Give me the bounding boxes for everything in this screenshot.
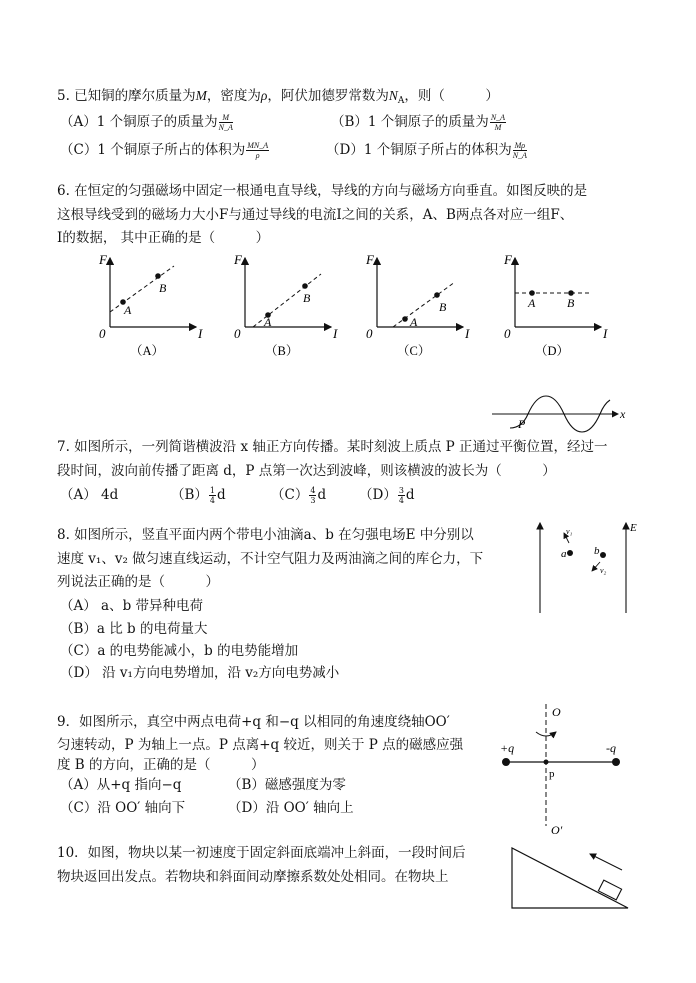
point-b xyxy=(568,290,574,296)
q8-option-b[interactable]: （B）a 比 b 的电荷量大 xyxy=(60,621,208,637)
q9-stem-line3: 度 B 的方向，正确的是（ ） xyxy=(57,757,265,773)
droplet-a xyxy=(567,550,573,556)
graph-caption: （D） xyxy=(535,344,570,358)
q6-stem-line1: 6. 在恒定的匀强磁场中固定一根通电直导线，导线的方向与磁场方向垂直。如图反映的是 xyxy=(57,183,588,199)
q6-stem-line2: 这根导线受到的磁场力大小F与通过导线的电流I之间的关系，A、B两点各对应一组F、 xyxy=(57,207,574,223)
point-a xyxy=(402,316,408,322)
q9-option-a[interactable]: （A）从+q 指向−q xyxy=(60,777,182,793)
q6-stem-line3: I的数据， 其中正确的是（ ） xyxy=(57,230,270,246)
origin-label: 0 xyxy=(234,326,241,341)
q8-stem-line1: 8. 如图所示，竖直平面内两个带电小油滴a、b 在匀强电场E 中分别以 xyxy=(57,527,474,543)
q6-graph-b[interactable] xyxy=(231,252,351,362)
y-label: F xyxy=(234,252,242,267)
q7-option-d[interactable]: （D） $\frac{3}{4}$ d xyxy=(359,486,415,505)
axis-o-label: O xyxy=(552,705,561,719)
q5-option-c[interactable]: （C）1 个铜原子所占的体积为 $\frac{MN\_A}{\rho}$ xyxy=(60,141,269,160)
q9-stem-line1: 9．如图所示，真空中两点电荷+q 和−q 以相同的角速度绕轴OO′ xyxy=(57,714,450,730)
x-label: x xyxy=(620,407,626,421)
point-b-label: B xyxy=(439,300,447,314)
x-label: I xyxy=(603,326,608,341)
minus-q-label: -q xyxy=(606,741,616,755)
q5-stem: 5. 已知铜的摩尔质量为M，密度为ρ，阿伏加德罗常数为$N_A$，则（ ） xyxy=(57,88,499,106)
x-label: I xyxy=(198,326,203,341)
point-a-label: A xyxy=(124,303,132,317)
q6-graph-d[interactable] xyxy=(501,252,621,362)
q10-stem-line1: 10．如图，物块以某一初速度于固定斜面底端冲上斜面，一段时间后 xyxy=(57,845,466,861)
point-a-label: A xyxy=(264,315,272,329)
q5-option-b[interactable]: （B）1 个铜原子的质量为 $\frac{N\_A}{M}$ xyxy=(331,113,506,132)
point-b-label: B xyxy=(567,296,575,310)
droplet-b-label: b xyxy=(594,545,600,557)
origin-label: 0 xyxy=(366,326,373,341)
q5-option-a[interactable]: （A）1 个铜原子的质量为 $\frac{M}{N\_A}$ xyxy=(60,113,233,132)
q7-option-a[interactable]: （A） 4d xyxy=(60,487,119,503)
q8-stem-line3: 列说法正确的是（ ） xyxy=(57,574,219,590)
y-label: F xyxy=(504,252,512,267)
droplet-b xyxy=(600,552,606,558)
point-b-label: B xyxy=(303,291,311,305)
y-label: F xyxy=(99,252,107,267)
point-b xyxy=(155,273,161,279)
point-b xyxy=(434,292,440,298)
origin-label: 0 xyxy=(504,326,511,341)
q8-stem-line2: 速度 v₁、v₂ 做匀速直线运动，不计空气阻力及两油滴之间的库仑力，下 xyxy=(57,551,484,567)
q9-option-b[interactable]: （B）磁感强度为零 xyxy=(228,777,346,793)
positive-charge xyxy=(502,758,510,766)
q6-graph-a[interactable] xyxy=(96,252,216,362)
plus-q-label: +q xyxy=(500,741,515,755)
velocity-v2-arrow xyxy=(592,562,600,571)
q10-stem-line2: 物块返回出发点。若物块和斜面间动摩擦系数处处相同。在物块上 xyxy=(57,869,449,885)
axis-o-prime-label: O′ xyxy=(551,823,563,837)
graph-caption: （B） xyxy=(265,344,299,358)
q8-option-c[interactable]: （C）a 的电势能减小，b 的电势能增加 xyxy=(60,643,299,659)
q9-stem-line2: 匀速转动，P 为轴上一点。P 点离+q 较近，则关于 P 点的磁感应强 xyxy=(57,737,464,753)
point-p-label: P xyxy=(518,417,526,431)
point-p-label: p xyxy=(549,768,555,780)
q8-option-a[interactable]: （A） a、b 带异种电荷 xyxy=(60,598,204,614)
v1-label: v₁ xyxy=(566,527,573,536)
q7-stem-line1: 7. 如图所示，一列简谐横波沿 x 轴正方向传播。某时刻波上质点 P 正通过平衡位置，经过一 xyxy=(57,439,608,455)
graph-caption: （C） xyxy=(397,344,431,358)
q6-graph-c[interactable] xyxy=(363,252,483,362)
q8-field-figure xyxy=(534,519,644,615)
x-label: I xyxy=(333,326,338,341)
q8-option-d[interactable]: （D） 沿 v₁方向电势增加，沿 v₂方向电势减小 xyxy=(60,665,340,681)
y-label: F xyxy=(366,252,374,267)
negative-charge xyxy=(612,758,620,766)
origin-label: 0 xyxy=(99,326,106,341)
field-e-label: E xyxy=(630,522,637,534)
q7-stem-line2: 段时间，波向前传播了距离 d，P 点第一次达到波峰，则该横波的波长为（ ） xyxy=(57,463,556,479)
graph-caption: （A） xyxy=(130,344,165,358)
v2-label: v₂ xyxy=(600,566,607,575)
q7-option-c[interactable]: （C） $\frac{4}{3}$ d xyxy=(271,486,327,505)
point-p xyxy=(544,760,549,765)
point-b-label: B xyxy=(159,281,167,295)
block xyxy=(598,880,621,900)
q9-option-d[interactable]: （D）沿 OO′ 轴向上 xyxy=(228,800,354,816)
point-a-label: A xyxy=(528,296,536,310)
q5-option-d[interactable]: （D）1 个铜原子所占的体积为 $\frac{M\rho}{N\_A}$ xyxy=(326,141,527,160)
droplet-a-label: a xyxy=(561,548,567,560)
q7-option-b[interactable]: （B） $\frac{1}{4}$ d xyxy=(171,486,226,505)
q9-option-c[interactable]: （C）沿 OO′ 轴向下 xyxy=(60,800,186,816)
velocity-arrow xyxy=(590,854,622,870)
point-b xyxy=(302,283,308,289)
point-a-label: A xyxy=(410,315,418,329)
point-a xyxy=(529,290,535,296)
q7-wave-figure xyxy=(490,392,630,442)
q9-charge-figure xyxy=(496,700,636,840)
x-label: I xyxy=(465,326,470,341)
incline-triangle xyxy=(512,848,628,908)
q10-incline-figure xyxy=(510,842,640,912)
